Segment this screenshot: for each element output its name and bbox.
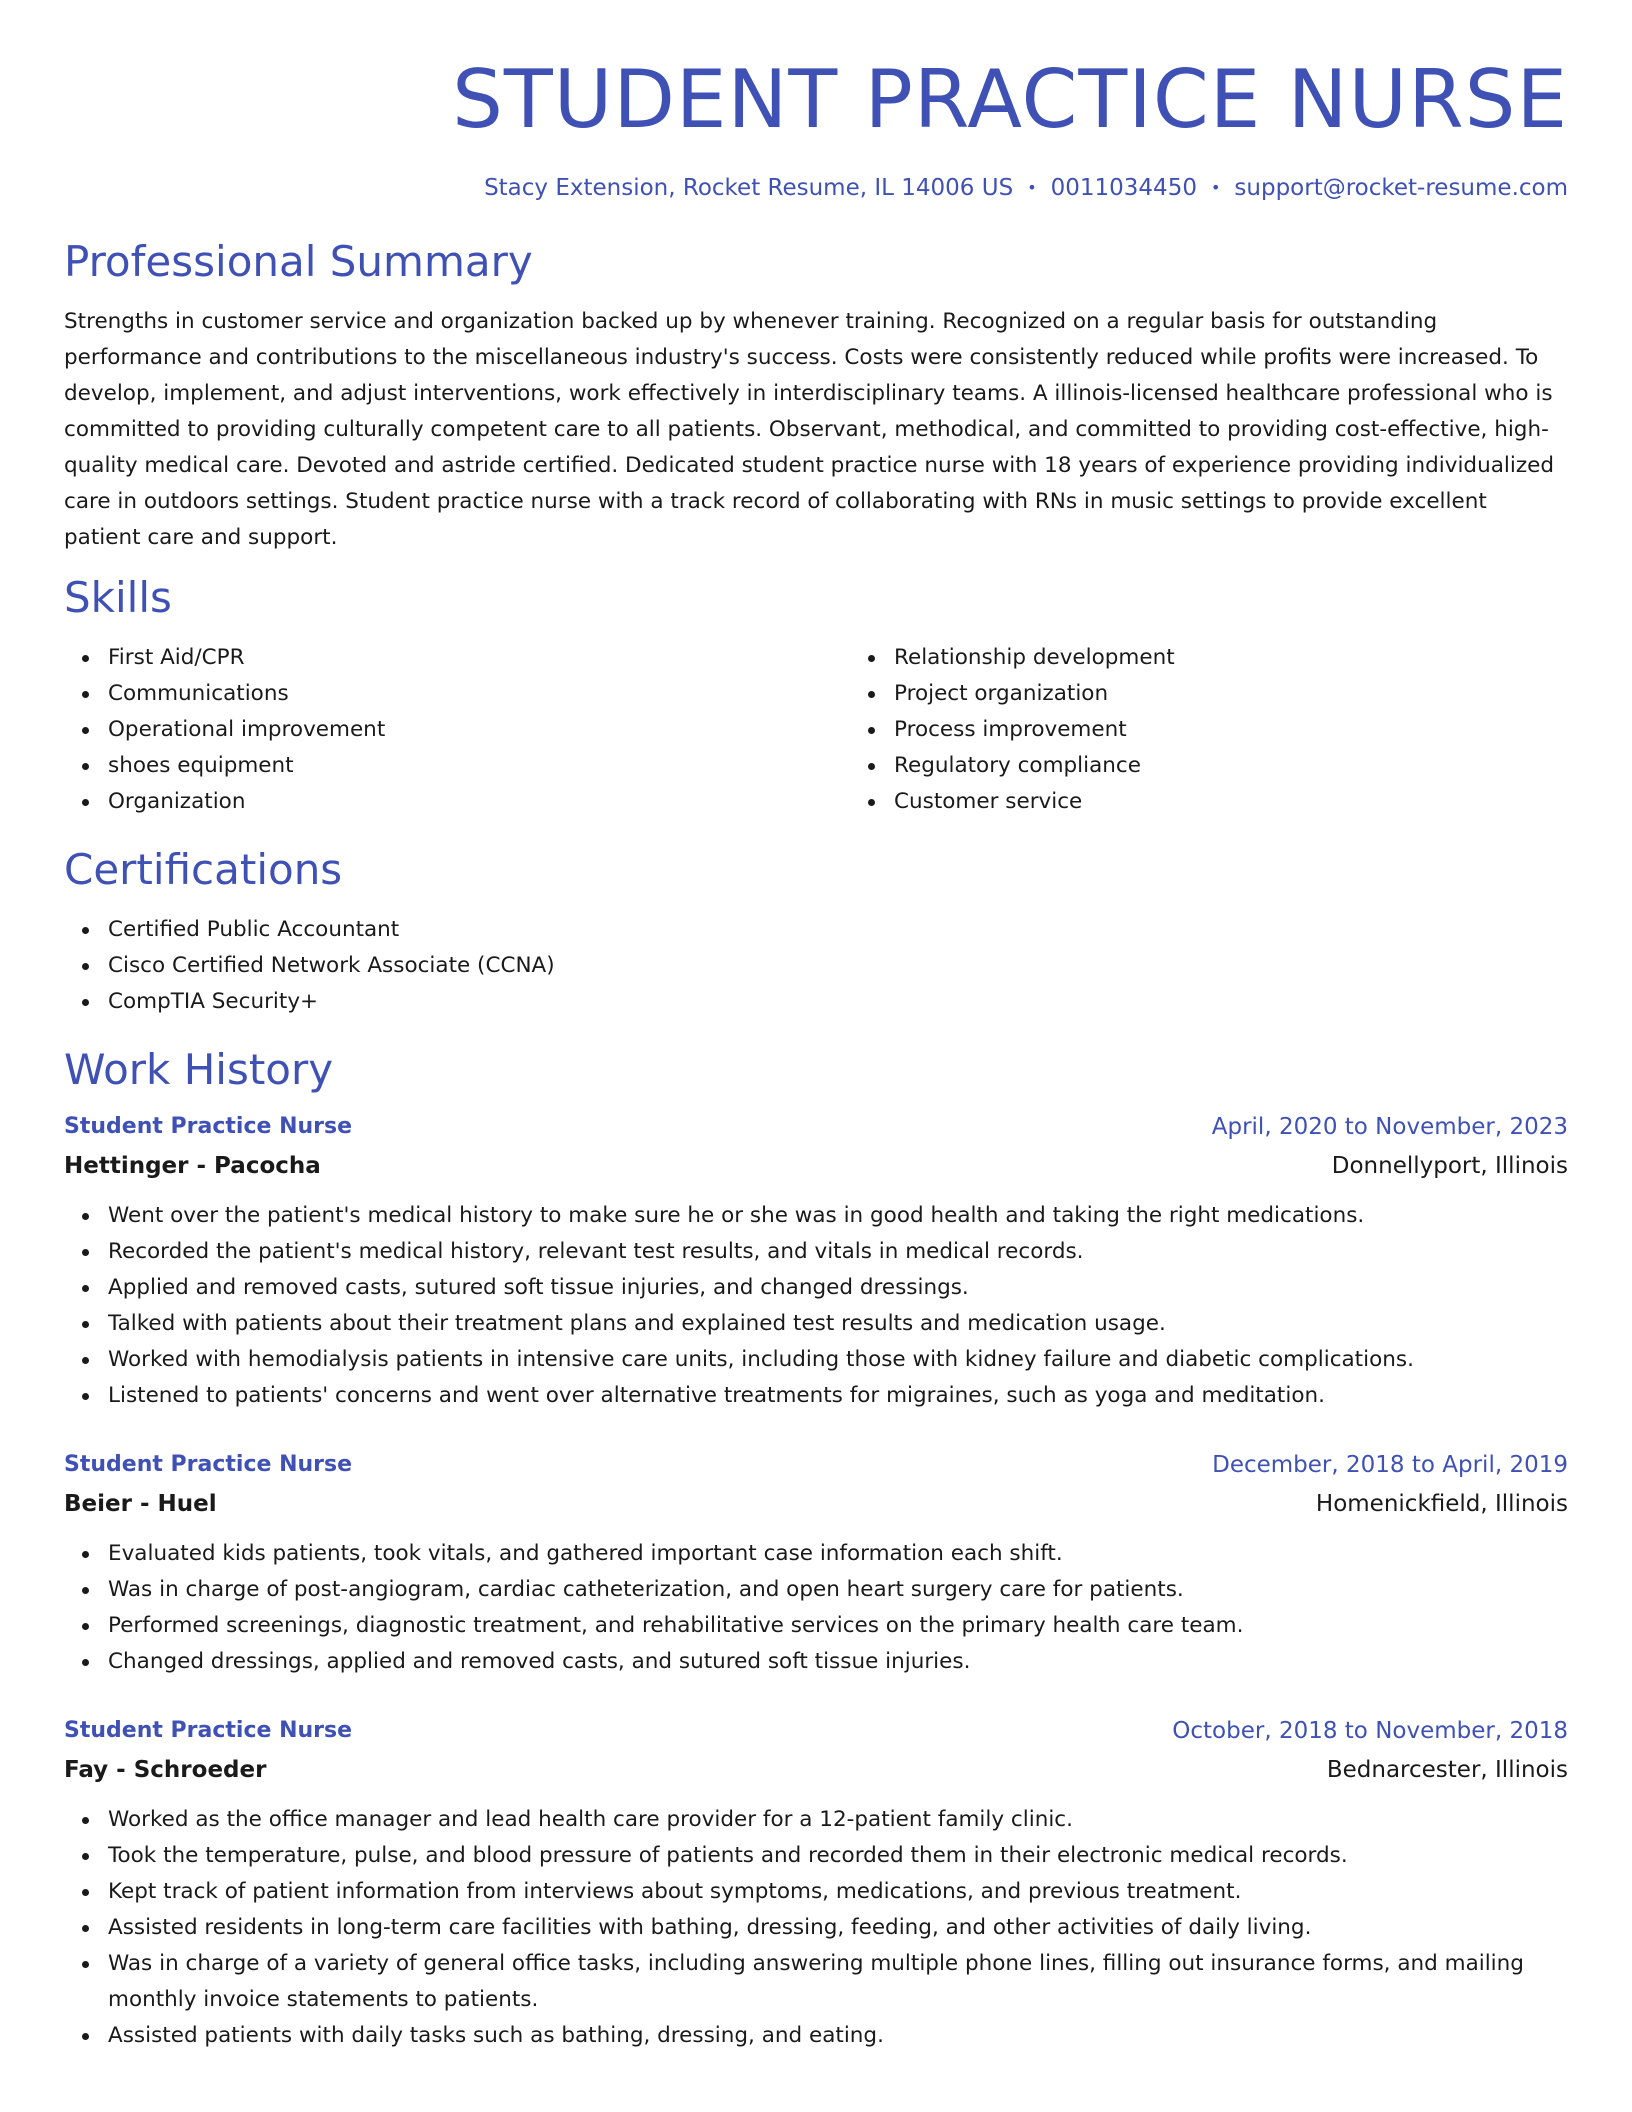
certification-item: Cisco Certified Network Associate (CCNA) <box>108 948 1568 984</box>
certifications-heading: Certifications <box>64 845 343 894</box>
job-entry <box>64 1446 1568 1680</box>
job-bullet: Talked with patients about their treatment plans and explained test results and medication usage. <box>108 1306 1568 1342</box>
skill-item: Organization <box>108 784 850 820</box>
certifications-list <box>64 912 1568 1020</box>
skill-item: Process improvement <box>894 712 1632 748</box>
candidate-name: STUDENT PRACTICE NURSE <box>452 53 1568 146</box>
job-header <box>64 1446 1568 1484</box>
job-bullet: Worked as the office manager and lead health care provider for a 12-patient family clinic. <box>108 1802 1568 1838</box>
work-history-heading: Work History <box>64 1045 334 1094</box>
job-subheader <box>64 1484 1568 1524</box>
contact-separator: • <box>1210 178 1221 197</box>
job-bullet: Listened to patients' concerns and went over alternative treatments for migraines, such as yoga and meditation. <box>108 1378 1568 1414</box>
contact-address: Stacy Extension, Rocket Resume, IL 14006 US <box>484 175 1014 201</box>
skills-list-left <box>64 640 850 820</box>
job-subheader <box>64 1750 1568 1790</box>
job-entry <box>64 1712 1568 2054</box>
job-header <box>64 1712 1568 1750</box>
job-bullet: Was in charge of post-angiogram, cardiac catheterization, and open heart surgery care for patients. <box>108 1572 1568 1608</box>
job-entry <box>64 1108 1568 1414</box>
job-bullets <box>64 1198 1568 1414</box>
contact-line <box>64 172 1568 204</box>
job-bullet: Evaluated kids patients, took vitals, and gathered important case information each shift. <box>108 1536 1568 1572</box>
job-title: Student Practice Nurse <box>64 1452 353 1477</box>
job-bullet: Changed dressings, applied and removed casts, and sutured soft tissue injuries. <box>108 1644 1568 1680</box>
skills-list-right <box>850 640 1632 820</box>
skill-item: Operational improvement <box>108 712 850 748</box>
job-dates: December, 2018 to April, 2019 <box>1212 1452 1568 1478</box>
skills-grid <box>64 640 1568 820</box>
job-bullet: Was in charge of a variety of general office tasks, including answering multiple phone lines, filling out insurance forms, and mailing monthly invoice statements to patients. <box>108 1946 1568 2018</box>
job-company: Beier - Huel <box>64 1491 217 1517</box>
job-location: Bednarcester, Illinois <box>1326 1757 1568 1783</box>
job-bullet: Went over the patient's medical history to make sure he or she was in good health and taking the right medications. <box>108 1198 1568 1234</box>
job-location: Donnellyport, Illinois <box>1331 1153 1568 1179</box>
skill-item: Communications <box>108 676 850 712</box>
skill-item: Relationship development <box>894 640 1632 676</box>
certification-item: Certified Public Accountant <box>108 912 1568 948</box>
job-company: Hettinger - Pacocha <box>64 1153 321 1179</box>
job-bullet: Applied and removed casts, sutured soft tissue injuries, and changed dressings. <box>108 1270 1568 1306</box>
job-dates: April, 2020 to November, 2023 <box>1211 1114 1568 1140</box>
skill-item: Project organization <box>894 676 1632 712</box>
certification-item: CompTIA Security+ <box>108 984 1568 1020</box>
job-bullet: Took the temperature, pulse, and blood pressure of patients and recorded them in their electronic medical records. <box>108 1838 1568 1874</box>
job-header <box>64 1108 1568 1146</box>
summary-heading: Professional Summary <box>64 237 533 286</box>
job-bullet: Performed screenings, diagnostic treatment, and rehabilitative services on the primary health care team. <box>108 1608 1568 1644</box>
job-bullet: Recorded the patient's medical history, relevant test results, and vitals in medical records. <box>108 1234 1568 1270</box>
job-bullet: Kept track of patient information from interviews about symptoms, medications, and previous treatment. <box>108 1874 1568 1910</box>
job-title: Student Practice Nurse <box>64 1718 353 1743</box>
job-bullet: Worked with hemodialysis patients in intensive care units, including those with kidney failure and diabetic complications. <box>108 1342 1568 1378</box>
job-company: Fay - Schroeder <box>64 1757 267 1783</box>
job-bullet: Assisted residents in long-term care facilities with bathing, dressing, feeding, and other activities of daily living. <box>108 1910 1568 1946</box>
skill-item: Customer service <box>894 784 1632 820</box>
job-subheader <box>64 1146 1568 1186</box>
contact-separator: • <box>1027 178 1037 197</box>
skill-item: First Aid/CPR <box>108 640 850 676</box>
skill-item: shoes equipment <box>108 748 850 784</box>
job-title: Student Practice Nurse <box>64 1114 353 1139</box>
summary-text: Strengths in customer service and organization backed up by whenever training. Recognized on a regular basis for outstanding performance and contributions to the miscellaneous industry's success. Costs were consistently reduced while profits were increased. To develop, implement, and adjust interventions, work effectively in interdisciplinary teams. A illinois-licensed healthcare professional who is committed to providing culturally competent care to all patients. Observant, methodical, and committed to providing cost-effective, high-quality medical care. Devoted and astride certified. Dedicated student practice nurse with 18 years of experience providing individualized care in outdoors settings. Student practice nurse with a track record of collaborating with RNs in music settings to provide excellent patient care and support. <box>64 309 1554 550</box>
skill-item: Regulatory compliance <box>894 748 1632 784</box>
job-bullet: Assisted patients with daily tasks such as bathing, dressing, and eating. <box>108 2018 1568 2054</box>
job-bullets <box>64 1536 1568 1680</box>
contact-phone: 0011034450 <box>1050 175 1197 201</box>
job-bullets <box>64 1802 1568 2054</box>
contact-email[interactable]: support@rocket-resume.com <box>1234 175 1568 201</box>
skills-heading: Skills <box>64 573 172 622</box>
job-location: Homenickfield, Illinois <box>1315 1491 1568 1517</box>
job-dates: October, 2018 to November, 2018 <box>1172 1718 1568 1744</box>
